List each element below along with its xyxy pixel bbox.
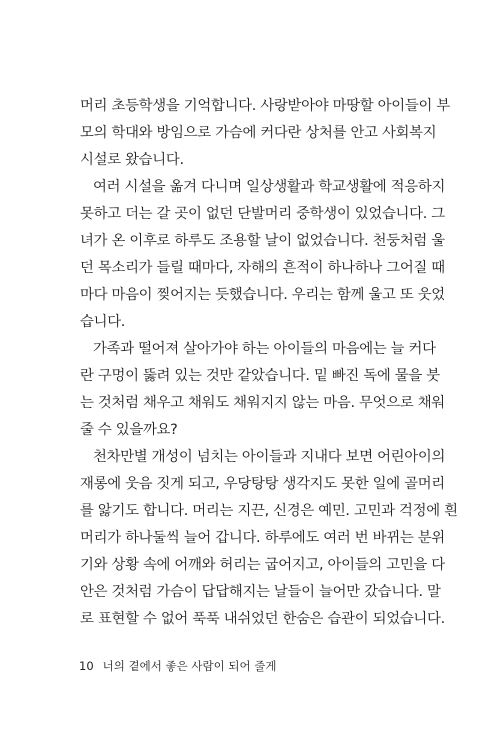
- text-line: 모의 학대와 방임으로 가슴에 커다란 상처를 안고 사회복지: [80, 125, 437, 141]
- text-line: 머리 초등학생을 기억합니다. 사랑받아야 마땅할 아이들이 부: [80, 98, 450, 114]
- text-line: 못하고 더는 갈 곳이 없던 단발머리 중학생이 있었습니다. 그: [80, 206, 445, 222]
- text-line: 는 것처럼 채우고 채워도 채워지지 않는 마음. 무엇으로 채워: [80, 395, 445, 411]
- page-footer: [79, 659, 276, 673]
- text-line: 로 표현할 수 없어 푹푹 내쉬었던 한숨은 습관이 되었습니다.: [80, 611, 445, 627]
- text-line: 기와 상황 속에 어깨와 허리는 굽어지고, 아이들의 고민을 다: [80, 557, 445, 573]
- text-line: 천차만별 개성이 넘치는 아이들과 지내다 보면 어린아이의: [93, 449, 446, 465]
- text-line: 머리가 하나둘씩 늘어 갑니다. 하루에도 여러 번 바뀌는 분위: [80, 530, 445, 546]
- text-line: 여러 시설을 옮겨 다니며 일상생활과 학교생활에 적응하지: [93, 179, 446, 195]
- text-line: 안은 것처럼 가슴이 답답해지는 날들이 늘어만 갔습니다. 말: [80, 584, 441, 600]
- text-line: 가족과 떨어져 살아가야 하는 아이들의 마음에는 늘 커다: [93, 341, 436, 357]
- text-line: 를 앓기도 합니다. 머리는 지끈, 신경은 예민. 고민과 걱정에 흰: [80, 503, 458, 519]
- page-number: 10: [79, 659, 94, 673]
- text-line: 재롱에 웃음 짓게 되고, 우당탕탕 생각지도 못한 일에 골머리: [80, 476, 445, 492]
- text-line: 던 목소리가 들릴 때마다, 자해의 흔적이 하나하나 그어질 때: [80, 260, 445, 276]
- text-line: 란 구멍이 뚫려 있는 것만 같았습니다. 밑 빠진 독에 물을 붓: [80, 368, 440, 384]
- running-title: 너의 곁에서 좋은 사람이 되어 줄게: [102, 659, 277, 673]
- text-line: 녀가 온 이후로 하루도 조용할 날이 없었습니다. 천둥처럼 울: [80, 233, 445, 249]
- text-line: 마다 마음이 찢어지는 듯했습니다. 우리는 함께 울고 또 웃었: [80, 287, 445, 303]
- text-line: 줄 수 있을까요?: [80, 422, 178, 438]
- text-line: 시설로 왔습니다.: [80, 152, 184, 168]
- text-line: 습니다.: [80, 314, 126, 330]
